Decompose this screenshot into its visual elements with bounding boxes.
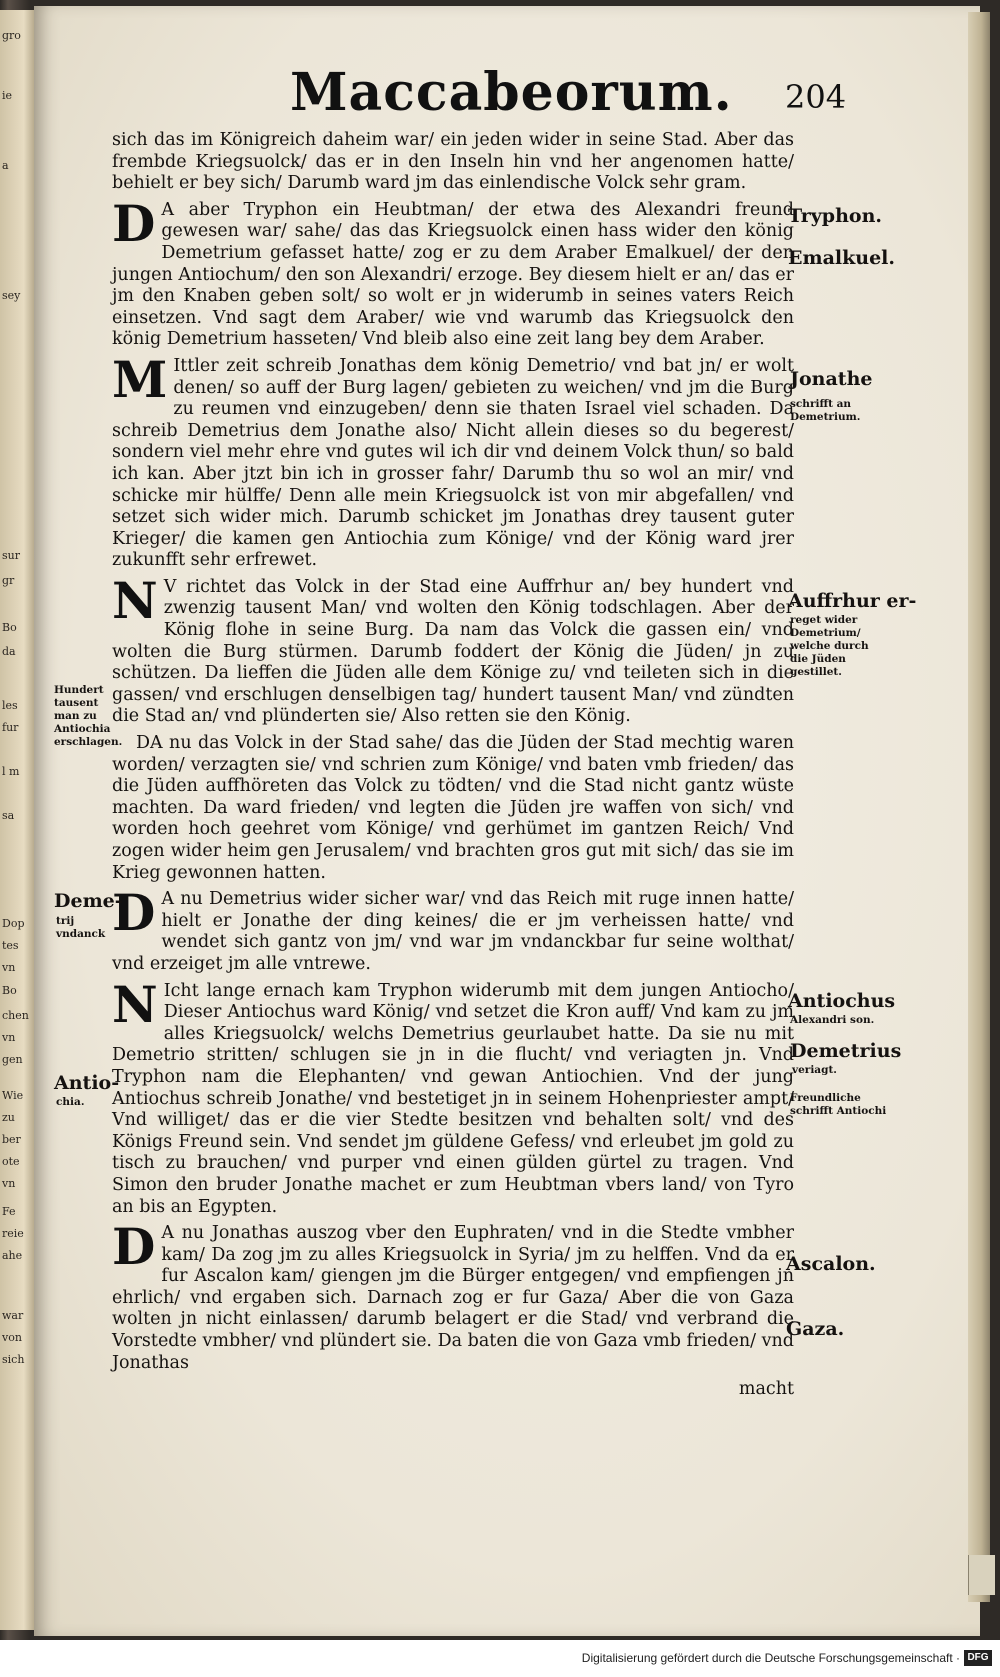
paragraph <box>112 193 794 351</box>
dfg-logo-icon: DFG <box>964 1650 992 1666</box>
left-fragment: chen <box>2 1010 29 1022</box>
paragraph-text: Icht lange ernach kam Tryphon widerumb mit dem jungen Antiocho/ Dieser Antiochus ward König/ vnd setzet die Kron auff/ Vnd kam zu jm alles Kriegsuolck/ welchs Demetrius geurlaubet hatte. Da sie nu mit Demetrio stritten/ schlugen sie jn in die flucht/ vnd veriagten jn. Vnd Tryphon nam die Elephanten/ vnd gewan Antiochien. Vnd der jung Antiochus schreib Jonathe/ vnd bestetiget jn in seinem Hohenpriester ampt/ Vnd williget/ das er die vier Stedte besitzen vnd behalten solt/ vnd des Königs Freund sein. Vnd sendet jm güldene Gefess/ vnd erleubet jm gold zu tisch zu brauchen/ vnd purper vnd einen gülden gürtel zu tragen. Vnd Simon den bruder Jonathe machet er zum Heubtman vbers land/ von Tyro an bis an Egypten. <box>112 980 794 1217</box>
drop-initial: M <box>112 349 168 409</box>
paragraph <box>112 883 794 975</box>
margin-note-auffrhur-title: Auffrhur er- <box>788 590 917 612</box>
catchword-text: macht <box>738 1379 794 1400</box>
margin-note-gaza: Gaza. <box>786 1318 845 1340</box>
left-fragment: sey <box>2 290 21 302</box>
left-fragment: Fe <box>2 1206 16 1218</box>
margin-note-jonathe-title: Jonathe <box>790 368 873 390</box>
left-fragment: reie <box>2 1228 24 1240</box>
paragraph <box>112 570 794 728</box>
left-fragment: a <box>2 160 9 172</box>
margin-note-antiochus-title: Antiochus <box>788 990 896 1012</box>
left-fragment: Wie <box>2 1090 24 1102</box>
paragraph-text: A aber Tryphon ein Heubtman/ der etwa des Alexandri freund gewesen war/ sahe/ das das Kriegsuolck einen hass wider den könig Demetrium gefasset hatte/ zog er zu dem Araber Emalkuel/ der den jungen Antiochum/ den son Alexandri/ erzoge. Bey diesem hielt er an/ das er jm den Knaben geben solt/ so wolt er jn widerumb in seines vaters Reich einsetzen. Vnd sagt dem Araber/ wie vnd warumb das Kriegsuolck den könig Demetrium hasseten/ Vnd bleib also eine zeit lang bey dem Araber. <box>112 199 794 350</box>
margin-note-antiochia-title: Antio- <box>54 1072 120 1094</box>
left-page-edge <box>0 10 34 1630</box>
margin-note-tryphon: Tryphon. <box>788 205 883 227</box>
left-fragment: zu <box>2 1112 15 1124</box>
left-fragment: tes <box>2 940 19 952</box>
paragraph <box>112 733 794 884</box>
scan-color-strip <box>968 1555 995 1595</box>
paragraph <box>112 130 794 195</box>
folio-number: 204 <box>785 78 847 116</box>
paragraph-text: A nu Demetrius wider sicher war/ vnd das Reich mit ruge innen hatte/ hielt er Jonathe der ding keines/ die er jm verheissen hatte/ vnd wendet sich gantz von jm/ vnd war jm vndanckbar fur seine wolthat/ vnd erzeiget jm alle vntrewe. <box>112 889 794 974</box>
paragraph-text: Ittler zeit schreib Jonathas dem könig Demetrio/ vnd bat jn/ er wolt denen/ so auff der Burg lagen/ gebieten zu weichen/ vnd jm die Burg zu reumen vnd einzugeben/ denn sie thaten Israel viel schaden. Da schreib Demetrius dem Jonathe also/ Nicht allein dieses so du begerest/ sondern viel mehr ehre vnd gutes wil ich dir vnd deinem Volck thun/ so bald ich kan. Aber jtzt bin ich in grosser fahr/ Darumb thu so wol an mir/ vnd schicke mir hülffe/ Denn alle mein Kriegsuolck ist von mir abgefallen/ vnd setzet sich wider mich. Darumb schicket jm Jonathas drey tausent guter Krieger/ die kamen gen Antiochia zum Könige/ vnd der König ward jrer zukunfft sehr erfrewet. <box>112 355 794 571</box>
left-fragment: ahe <box>2 1250 23 1262</box>
margin-note-demetrius-title: Demetrius <box>790 1040 902 1062</box>
left-fragment: ote <box>2 1156 20 1168</box>
margin-note-ascalon: Ascalon. <box>786 1253 876 1275</box>
paragraph-text: sich das im Königreich daheim war/ ein jeden wider in seine Stad. Aber das frembde Kriegsuolck/ das er in den Inseln hin vnd her angenomen hatte/ behielt er bey sich/ Darumb ward jm das einlendische Volck sehr gram. <box>112 130 794 194</box>
drop-initial: D <box>112 883 156 943</box>
page-stack-edge <box>968 12 990 1602</box>
left-fragment: Bo <box>2 985 17 997</box>
drop-initial: D <box>112 193 156 253</box>
body-text <box>112 130 794 1406</box>
left-fragment: da <box>2 646 16 658</box>
drop-initial: N <box>112 974 158 1034</box>
left-fragment: gro <box>2 30 21 42</box>
paragraph <box>112 974 794 1219</box>
left-fragment: von <box>2 1332 22 1344</box>
left-fragment: gen <box>2 1054 23 1066</box>
drop-initial: D <box>112 1217 156 1277</box>
left-fragment: fur <box>2 722 19 734</box>
left-fragment: ber <box>2 1134 21 1146</box>
margin-note-demetrius-sub: veriagt. <box>792 1064 837 1076</box>
margin-note-emalkuel: Emalkuel. <box>788 247 896 269</box>
margin-note-hundert: Hundert tausent man zu Antiochia erschlagen. <box>54 684 123 748</box>
left-fragment: gr <box>2 575 15 587</box>
catchword <box>112 1379 794 1401</box>
left-fragment: vn <box>2 1032 16 1044</box>
left-fragment: vn <box>2 1178 16 1190</box>
drop-initial: N <box>112 570 158 630</box>
paragraph-text: A nu Jonathas auszog vber den Euphraten/ vnd in die Stedte vmbher kam/ Da zog jm zu alles Kriegsuolck in Syria/ jm zu helffen. Vnd da er fur Ascalon kam/ giengen jm die Bürger entgegen/ vnd empfiengen jn ehrlich/ vnd ergaben sich. Darnach zog er fur Gaza/ Aber die von Gaza wolten jn nicht einlassen/ darumb belagert er die Stad/ vnd verbrand die Vorstedte vmbher/ vnd plündert sie. Da baten die von Gaza vmb frieden/ vnd Jonathas <box>112 1223 794 1373</box>
margin-note-demetrij-sub: trij vndanck <box>56 915 106 940</box>
margin-note-antiochus-sub: Alexandri son. <box>790 1014 875 1026</box>
running-head: Maccabeorum. <box>290 62 733 123</box>
paragraph-text: DA nu das Volck in der Stad sahe/ das die Jüden der Stad mechtig waren worden/ verzagten sie/ vnd schrien zum Könige/ vnd baten vmb frieden/ das die Jüden auffhöreten das Volck zu tödten/ vnd die Stad nicht gantz wüste machten. Da ward frieden/ vnd legten die Jüden jre waffen von sich/ vnd worden hoch geehret vom Könige/ vnd gerhümet im gantzen Reich/ Vnd zogen wider heim gen Jerusalem/ vnd brachten gros gut mit sich/ das sie im Krieg gewonnen hatten. <box>112 733 794 883</box>
left-fragment: Bo <box>2 622 17 634</box>
left-fragment: l m <box>2 766 20 778</box>
paragraph-text: V richtet das Volck in der Stad eine Auffrhur an/ bey hundert vnd zwenzig tausent Man/ vnd wolten den König todschlagen. Aber der König flohe in seine Burg. Da nam das Volck die gassen ein/ vnd wolten die Burg stürmen. Darumb foddert der König die Jüden/ jn zu schützen. Da lieffen die Jüden alle dem Könige zu/ vnd teileten sich in die gassen/ vnd erschlugen denselbigen tag/ hundert tausent Man/ vnd zündten die Stad an/ vnd plünderten sie/ Also retten sie den König. <box>112 576 794 727</box>
left-fragment: ie <box>2 90 13 102</box>
margin-note-freundliche: Freundliche schrifft Antiochi <box>790 1092 887 1117</box>
left-fragment: Dop <box>2 918 25 930</box>
paragraph <box>112 349 794 572</box>
left-fragment: sa <box>2 810 15 822</box>
margin-note-antiochia-sub: chia. <box>56 1096 85 1108</box>
margin-note-demetrij-title: Deme- <box>54 890 123 912</box>
left-fragment: les <box>2 700 18 712</box>
left-fragment: war <box>2 1310 24 1322</box>
left-fragment: sich <box>2 1354 25 1366</box>
footer-bar <box>0 1640 1000 1677</box>
margin-note-auffrhur-sub: reget wider Demetrium/ welche durch die Jüden gestillet. <box>790 614 869 678</box>
margin-note-jonathe-sub: schrifft an Demetrium. <box>790 398 861 423</box>
left-fragment: vn <box>2 962 16 974</box>
paragraph <box>112 1217 794 1374</box>
left-fragment: sur <box>2 550 20 562</box>
footer-credit: Digitalisierung gefördert durch die Deutsche Forschungsgemeinschaft · <box>581 1651 960 1665</box>
